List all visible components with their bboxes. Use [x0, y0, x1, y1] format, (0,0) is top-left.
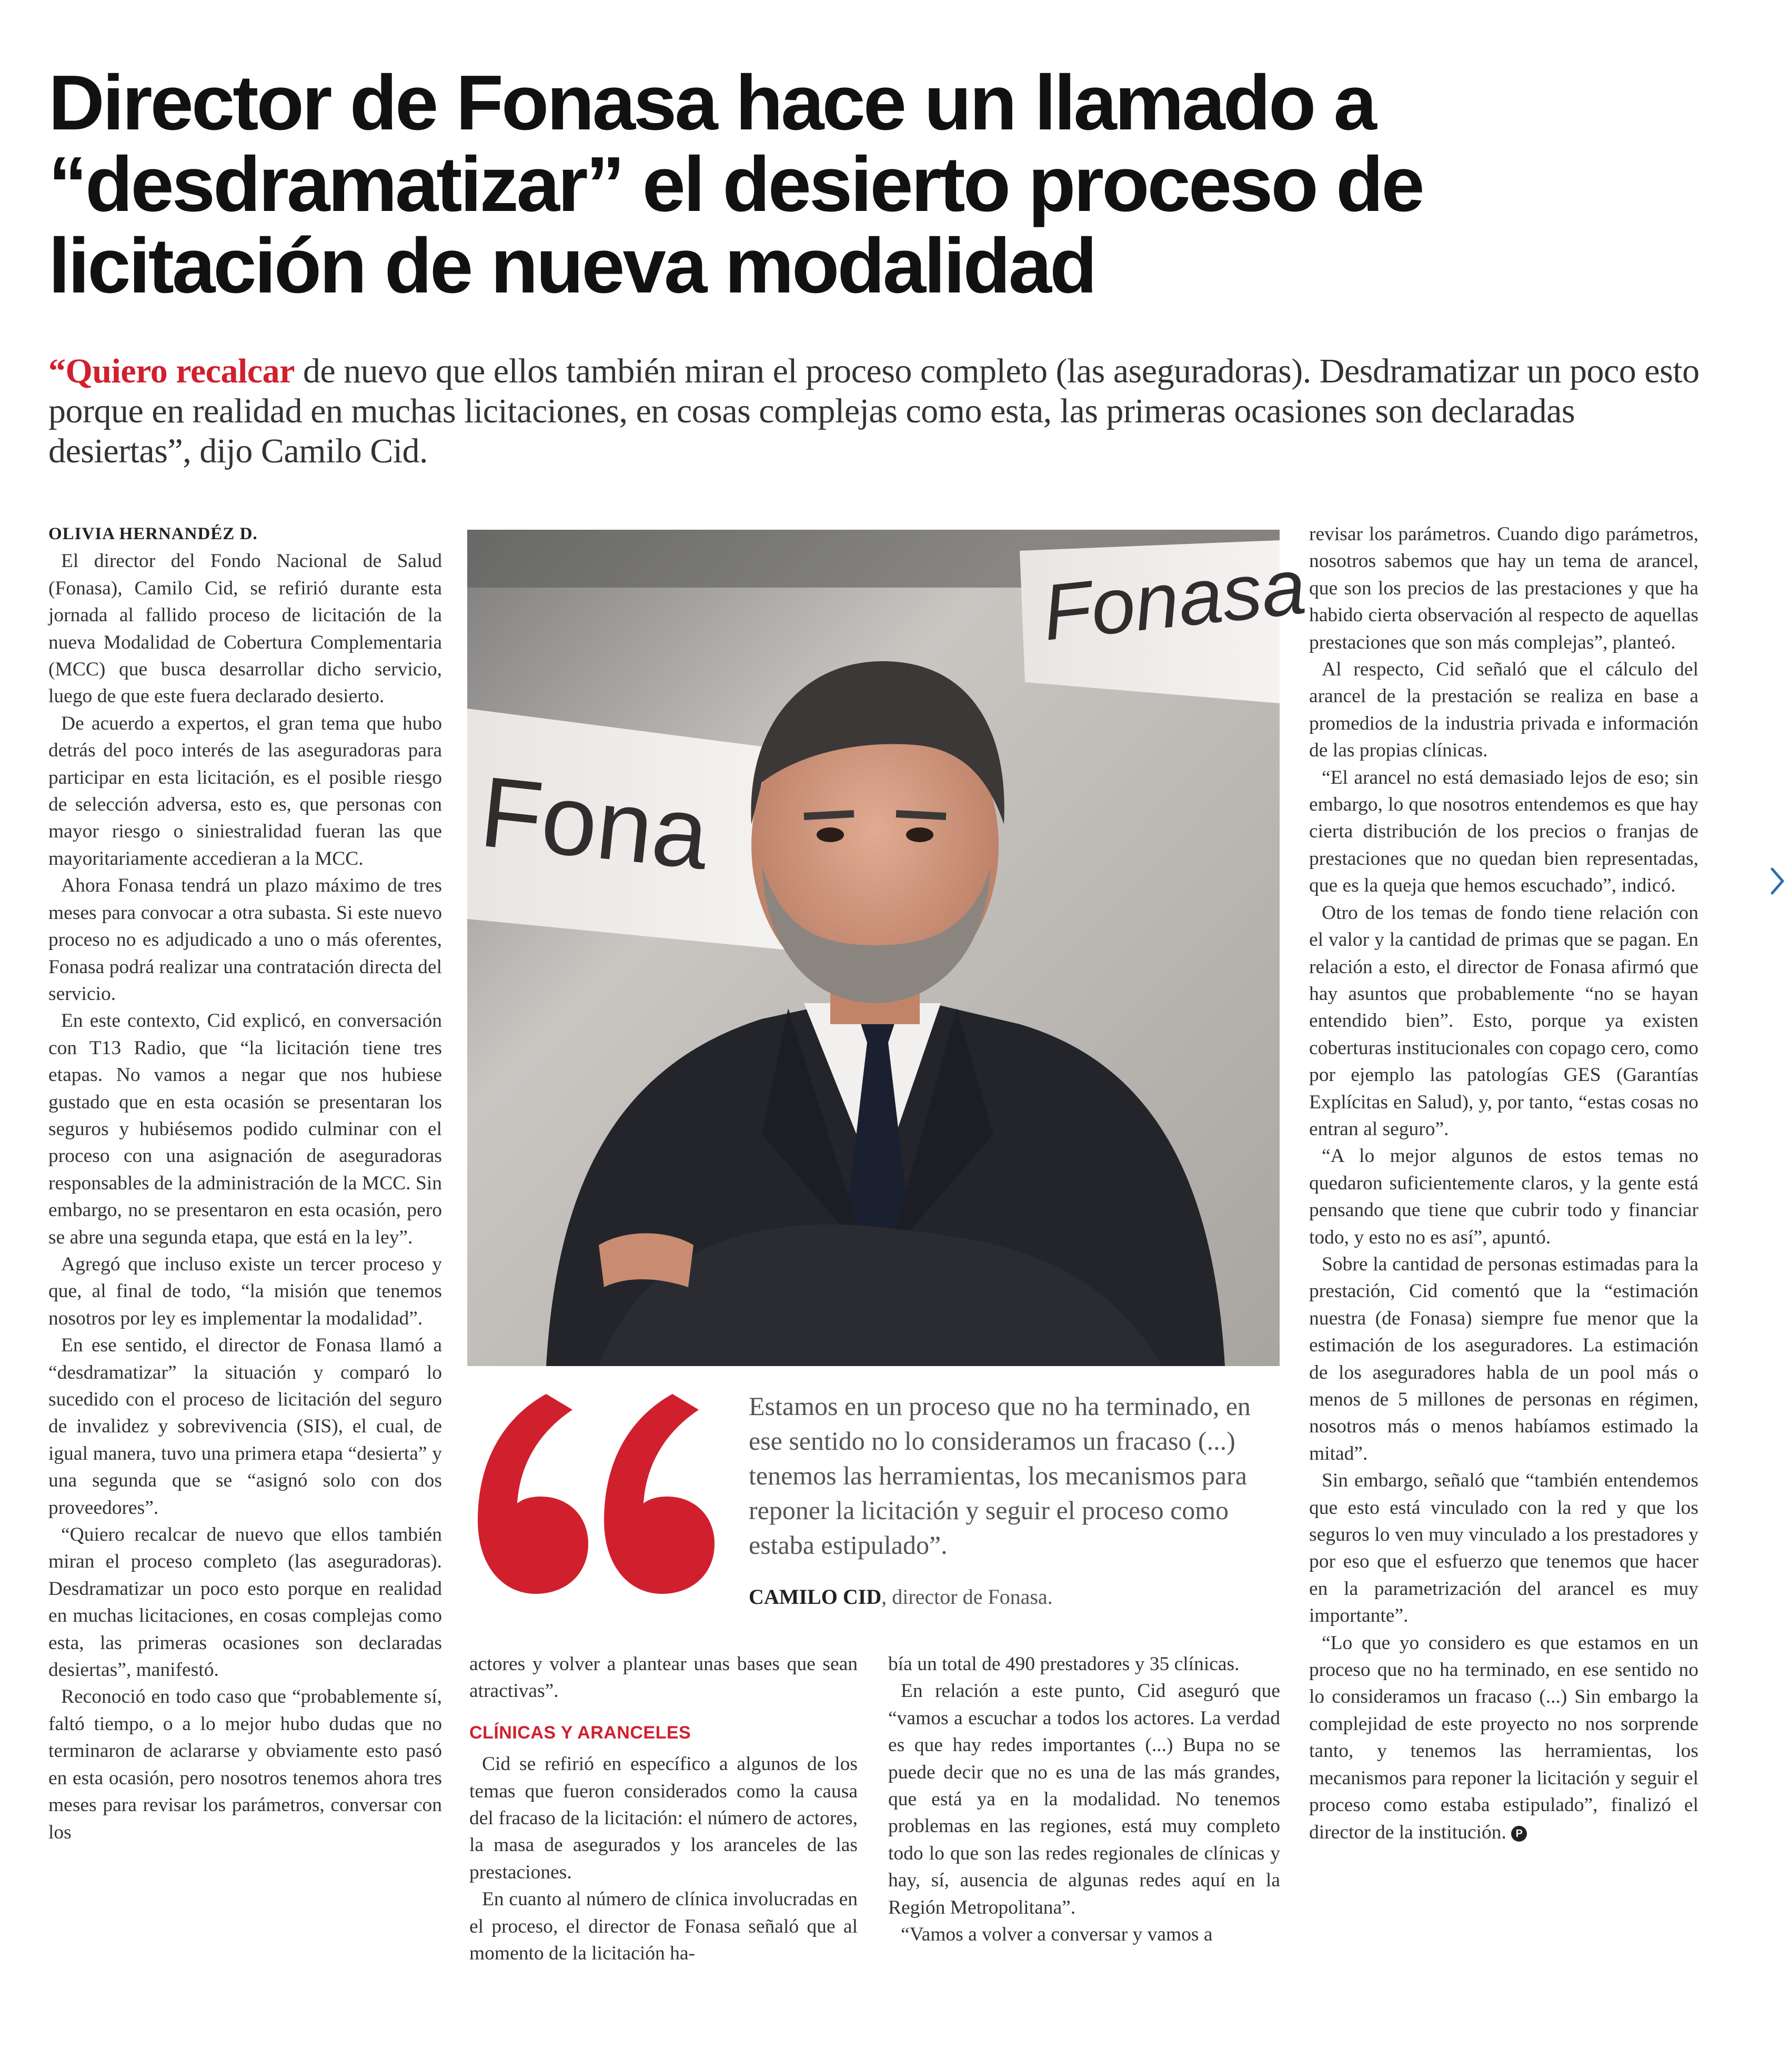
- paragraph: Ahora Fonasa tendrá un plazo máximo de tres meses para convocar a otra subasta. Si este nuevo proceso no es adjudicado a uno o más oferentes, Fonasa podrá realizar una contratación directa del servicio.: [48, 875, 442, 1005]
- headline-line-3: licitación de nueva modalidad: [48, 223, 1095, 309]
- headline: [48, 59, 1706, 309]
- paragraph: Agregó que incluso existe un tercer proceso y que, al final de todo, “la misión que tenemos nosotros por ley es implementar la modalidad”.: [48, 1253, 442, 1329]
- deck-text: de nuevo que ellos también miran el proceso completo (las aseguradoras). Desdramatizar un poco esto porque en realidad en muchas licitaciones, en cosas complejas como esta, las primeras ocasiones son declaradas desiertas”, dijo Camilo Cid.: [48, 352, 1700, 470]
- headline-line-1: Director de Fonasa hace un llamado a: [48, 59, 1375, 146]
- paragraph: bía un total de 490 prestadores y 35 clínicas.: [888, 1653, 1240, 1675]
- paragraph: “El arancel no está demasiado lejos de eso; sin embargo, lo que nosotros entendemos es que hay cierta distribución de los precios o franjas de prestaciones que no quedan bien representadas, que es la queja que hemos escuchado”, indicó.: [1309, 766, 1698, 897]
- quote-marks-icon: [467, 1389, 715, 1599]
- pull-quote-attribution: [749, 1584, 1280, 1609]
- paragraph: “Quiero recalcar de nuevo que ellos también miran el proceso completo (las aseguradoras). Desdramatizar un poco esto porque en realidad en muchas licitaciones, en cosas complejas como esta, las primeras ocasiones son declaradas desiertas”, manifestó.: [48, 1524, 442, 1681]
- pull-quote: Estamos en un proceso que no ha terminado, en ese sentido no lo consideramos un fracaso (...) tenemos las herramientas, los mecanismos para reponer la licitación y seguir el proceso como estaba estipulado”.: [749, 1391, 1251, 1560]
- paragraph: El director del Fondo Nacional de Salud (Fonasa), Camilo Cid, se refirió durante esta jornada al fallido proceso de licitación de la nueva Modalidad de Cobertura Complementaria (MCC) que busca desarrollar dicho servicio, luego de que este fuera declarado desierto.: [48, 550, 442, 707]
- paragraph: “Vamos a volver a conversar y vamos a: [901, 1924, 1213, 1946]
- sign-text-upper: Fonasa: [1038, 541, 1310, 657]
- paragraph: Sobre la cantidad de personas estimadas para la prestación, Cid comentó que la “estimación nuestra (de Fonasa) siempre fue menor que la estimación de los aseguradores. La estimación de los aseguradores habla de un pool más o menos de 5 millones de personas en régimen, nosotros más o menos habíamos estimado la mitad”.: [1309, 1253, 1698, 1464]
- paragraph: En este contexto, Cid explicó, en conversación con T13 Radio, que “la licitación tiene tres etapas. No vamos a negar que nos hubiese gustado que en esta ocasión se presentaran los seguros y hubiésemos podido culminar con el proceso con una asignación de aseguradoras responsables de la administración de la MCC. Sin embargo, no se presentaron en esta ocasión, pero se abre una segunda etapa, que está en la ley”.: [48, 1010, 442, 1248]
- paragraph: En relación a este punto, Cid aseguró que “vamos a escuchar a todos los actores. La verdad es que hay redes importantes (...) Bupa no se puede decir que no es una de las más grandes, que está ya en la modalidad. No tenemos problemas en las regiones, está muy completo todo lo que son las redes regionales de clínicas y hay, sí, ausencia de algunas redes aquí en la Región Metropolitana”.: [888, 1680, 1280, 1918]
- subhead: CLÍNICAS Y ARANCELES: [469, 1722, 691, 1743]
- byline: OLIVIA HERNANDÉZ D.: [48, 524, 258, 543]
- paragraph: En ese sentido, el director de Fonasa llamó a “desdramatizar” la situación y comparó lo sucedido con el proceso de licitación del seguro de invalidez y sobrevivencia (SIS), el cual, de igual manera, tuvo una primera etapa “desierta” y una segunda que se “asignó solo con dos proveedores”.: [48, 1335, 442, 1519]
- paragraph: Sin embargo, señaló que “también entendemos que esto está vinculado con la red y que los seguros lo ven muy vinculado a los prestadores y por eso que el esfuerzo que tenemos que hacer en la parametrización del arancel es muy importante”.: [1309, 1470, 1698, 1627]
- headline-line-2: “desdramatizar” el desierto proceso de: [48, 141, 1423, 228]
- next-page-chevron-icon[interactable]: [1767, 863, 1788, 899]
- portrait-photo: [467, 530, 1310, 1366]
- paragraph: “A lo mejor algunos de estos temas no quedaron suficientemente claros, y la gente está pensando que tiene que cubrir todo y financiar todo, y esto no es así”, apuntó.: [1309, 1145, 1698, 1248]
- deck: [48, 351, 1701, 471]
- hand: [599, 1234, 693, 1288]
- paragraph-last-text: “Lo que yo considero es que estamos en un proceso que no ha terminado, en ese sentido no lo consideramos un fracaso (...) Sin embargo la complejidad de este proyecto no nos sorprende tanto, y tenemos las herramientas, los mecanismos para reponer la licitación y seguir el proceso como estaba estipulado”, finalizó el director de la institución.: [1309, 1632, 1698, 1843]
- article-column-2: [469, 1651, 858, 1967]
- paragraph-last: [1309, 1630, 1698, 1846]
- paragraph: Al respecto, Cid señaló que el cálculo del arancel de la prestación se realiza en base a promedios de la industria privada e información de las propias clínicas.: [1309, 659, 1698, 762]
- paragraph: revisar los parámetros. Cuando digo parámetros, nosotros sabemos que hay un tema de arancel, que son los precios de las prestaciones y que ha habido cierta observación al respecto de aquellas prestaciones que son más complejas”, planteó.: [1309, 523, 1698, 653]
- deck-lead: “Quiero recalcar: [48, 352, 295, 390]
- paragraph: Reconoció en todo caso que “probablemente sí, faltó tiempo, o a lo mejor hubo dudas que no terminaron de aclararse y obviamente esto pasó en esta ocasión, pero nosotros tenemos ahora tres meses para revisar los parámetros, conversar con los: [48, 1686, 442, 1843]
- paragraph: En cuanto al número de clínica involucradas en el proceso, el director de Fonasa señaló que al momento de la licitación ha-: [469, 1888, 858, 1965]
- article-column-4: [1309, 521, 1698, 1846]
- pull-quote-role: , director de Fonasa.: [881, 1585, 1053, 1609]
- end-mark-icon: P: [1511, 1826, 1527, 1842]
- portrait-illustration: [467, 530, 1310, 1366]
- pull-quote-speaker: CAMILO CID: [749, 1585, 882, 1609]
- paragraph: Otro de los temas de fondo tiene relación con el valor y la cantidad de primas que se pagan. En relación a esto, el director de Fonasa afirmó que hay asuntos que probablemente “no se hayan entendido bien”. Esto, porque ya existen coberturas institucionales con copago cero, como por ejemplo las patologías GES (Garantías Explícitas en Salud), y, por tanto, “estas cosas no entran al seguro”.: [1309, 902, 1698, 1140]
- paragraph: De acuerdo a expertos, el gran tema que hubo detrás del poco interés de las aseguradoras para participar en esta licitación, es el posible riesgo de selección adversa, esto es, que personas con mayor riesgo o siniestralidad fueran las que mayoritariamente accedieran a la MCC.: [48, 712, 442, 870]
- article-column-1: [48, 521, 442, 1846]
- article-column-3: [888, 1651, 1280, 1948]
- paragraph: Cid se refirió en específico a algunos de los temas que fueron considerados como la causa del fracaso de la licitación: el número de actores, la masa de asegurados y los aranceles de las prestaciones.: [469, 1753, 858, 1883]
- sign-text-lower: Fona: [475, 755, 714, 891]
- paragraph: actores y volver a plantear unas bases que sean atractivas”.: [469, 1653, 858, 1702]
